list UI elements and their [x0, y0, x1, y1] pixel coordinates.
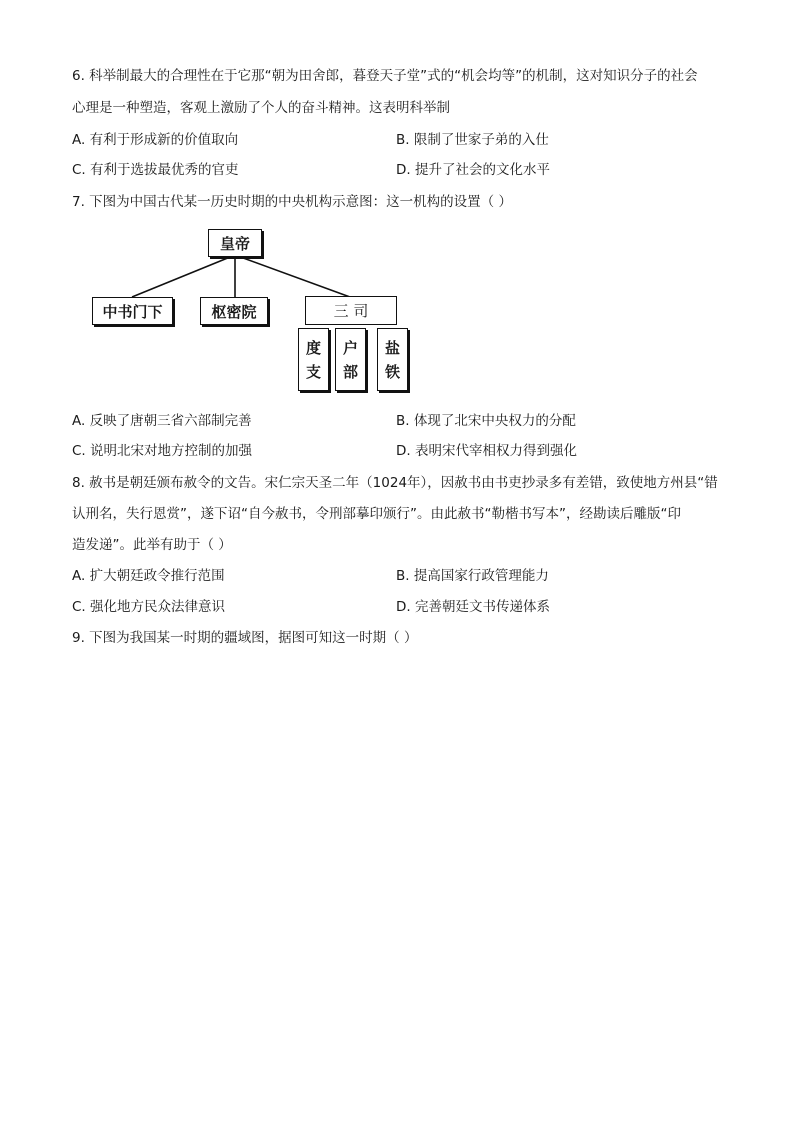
q7-option-b: B. 体现了北宋中央权力的分配 — [396, 413, 576, 429]
duzhi-char-2: 支 — [305, 362, 321, 381]
yantie-char-1: 盐 — [384, 338, 400, 357]
q6-option-b: B. 限制了世家子弟的入仕 — [396, 132, 549, 148]
q6-stem-line2: 心理是一种塑造，客观上激励了个人的奋斗精神。这表明科举制 — [72, 100, 450, 116]
q6-option-c: C. 有利于选拔最优秀的官吏 — [72, 162, 239, 178]
q8-stem-line3: 造发递”。此举有助于（ ） — [72, 537, 232, 553]
q6-option-a: A. 有利于形成新的价值取向 — [72, 132, 239, 148]
q8-option-d: D. 完善朝廷文书传递体系 — [396, 599, 550, 615]
q8-option-b: B. 提高国家行政管理能力 — [396, 568, 549, 584]
q6-stem-line1: 6. 科举制最大的合理性在于它那“朝为田舍郎，暮登天子堂”式的“机会均等”的机制，这对知识分子的社会 — [72, 68, 698, 84]
hubu-box — [335, 328, 366, 391]
q7-option-c: C. 说明北宋对地方控制的加强 — [72, 443, 253, 459]
sansi-box: 三 司 — [305, 296, 397, 325]
q8-stem-line2: 认刑名，失行恩赏”，遂下诏“自今赦书，令刑部摹印颁行”。由此赦书“勒楷书写本”，经勘读后雕版“印 — [72, 506, 681, 522]
yantie-char-2: 铁 — [384, 362, 400, 381]
q8-option-c: C. 强化地方民众法律意识 — [72, 599, 226, 615]
q7-option-a: A. 反映了唐朝三省六部制完善 — [72, 413, 252, 429]
duzhi-char-1: 度 — [305, 338, 321, 357]
zhongshu-menxia-box: 中书门下 — [92, 297, 173, 325]
q7-option-d: D. 表明宋代宰相权力得到强化 — [396, 443, 577, 459]
duzhi-box — [298, 328, 329, 391]
emperor-box: 皇帝 — [208, 229, 262, 257]
shumiyuan-box: 枢密院 — [200, 297, 268, 325]
hubu-char-1: 户 — [342, 338, 358, 357]
q8-stem-line1: 8. 赦书是朝廷颁布赦令的文告。宋仁宗天圣二年（1024年），因赦书由书吏抄录多有差错，致使地方州县“错 — [72, 475, 718, 491]
q7-stem: 7. 下图为中国古代某一历史时期的中央机构示意图：这一机构的设置（ ） — [72, 194, 512, 210]
yantie-box — [377, 328, 408, 391]
q8-option-a: A. 扩大朝廷政令推行范围 — [72, 568, 225, 584]
q9-stem: 9. 下图为我国某一时期的疆域图，据图可知这一时期（ ） — [72, 630, 418, 646]
q6-option-d: D. 提升了社会的文化水平 — [396, 162, 550, 178]
hubu-char-2: 部 — [342, 362, 358, 381]
